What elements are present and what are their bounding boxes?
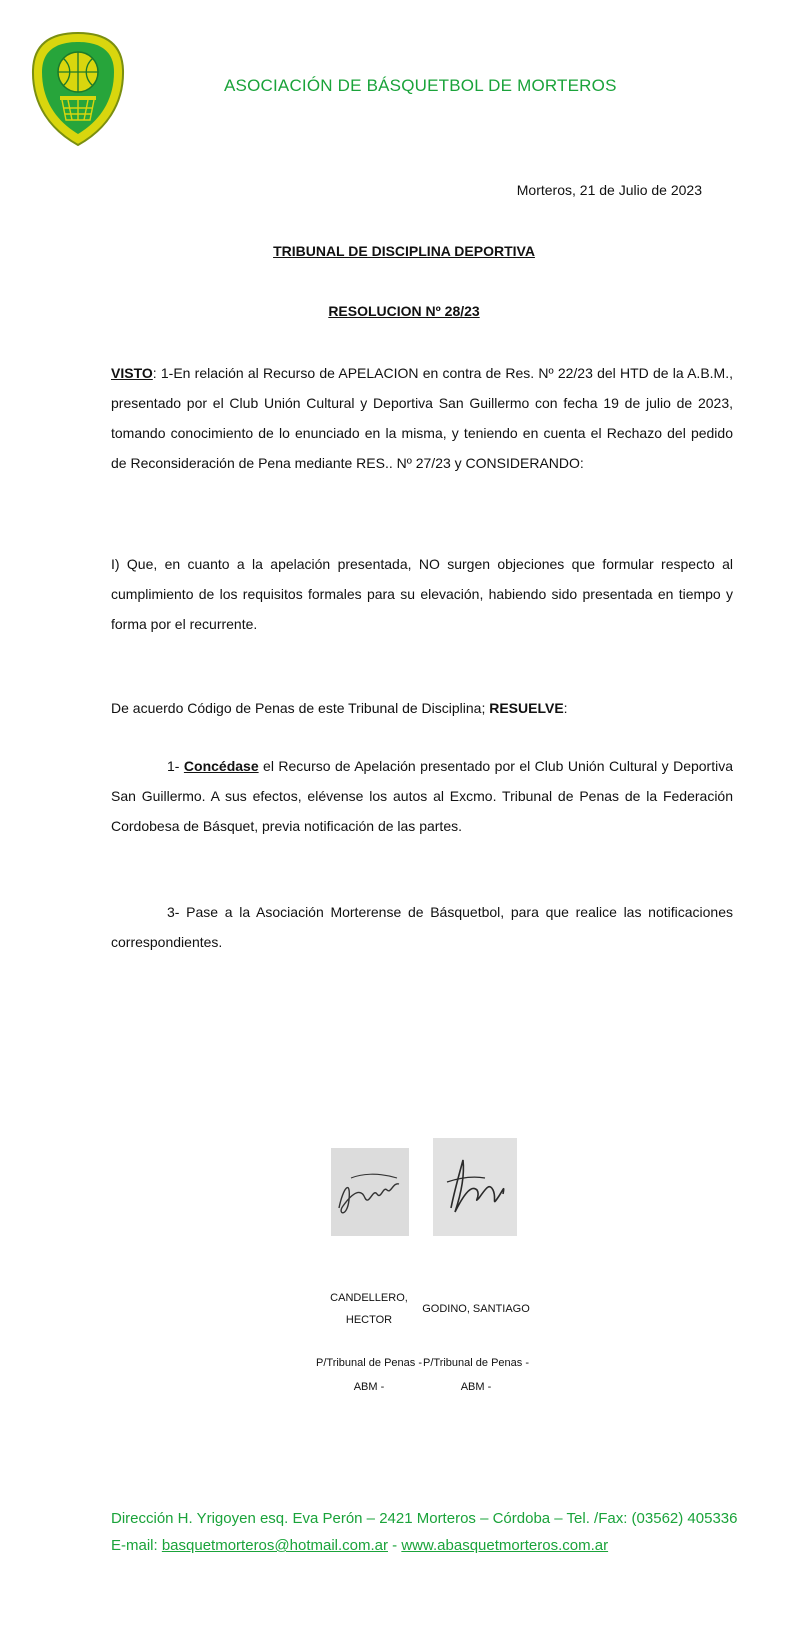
signatory-name-2: GODINO, SANTIAGO	[422, 1303, 530, 1315]
website-link[interactable]: www.abasquetmorteros.com.ar	[401, 1537, 609, 1554]
association-logo	[30, 30, 126, 148]
resolution-item-1	[111, 751, 733, 841]
resolution-number: RESOLUCION Nº 28/23	[328, 303, 480, 319]
footer-separator: -	[388, 1537, 402, 1554]
signature-image-godino	[433, 1138, 517, 1236]
organization-name: ASOCIACIÓN DE BÁSQUETBOL DE MORTEROS	[224, 76, 617, 95]
item-1-keyword: Concédase	[183, 758, 259, 774]
visto-text: : 1-En relación al Recurso de APELACION en contra de Res. Nº 22/23 del HTD de la A.B.M., presentado por el Club Unión Cultural y Deportiva San Guillermo con fecha 19 de julio de 2023, tomando conocimiento de lo enunciado en la misma, y teniendo en cuenta el Rechazo del pedido de Reconsideración de Pena mediante RES.. Nº 27/23 y CONSIDERANDO:	[111, 365, 733, 471]
handwritten-signature-icon	[433, 1138, 517, 1236]
item-1-prefix: 1-	[167, 758, 184, 774]
email-label: E-mail:	[111, 1537, 162, 1554]
resuelve-paragraph	[111, 693, 733, 723]
document-date: Morteros, 21 de Julio de 2023	[516, 182, 702, 198]
resuelve-suffix: :	[563, 700, 568, 716]
basketball-association-shield-icon	[30, 30, 126, 148]
visto-label: VISTO	[111, 365, 153, 381]
signatory-role-2: P/Tribunal de Penas - ABM -	[423, 1357, 529, 1393]
signatory-name-1: CANDELLERO, HECTOR	[330, 1292, 408, 1326]
considerando-paragraph: I) Que, en cuanto a la apelación presentada, NO surgen objeciones que formular respecto al cumplimiento de los requisitos formales para su elevación, habiendo sido presentada en tiempo y forma por el recurrente.	[111, 556, 733, 632]
item-1-text: el Recurso de Apelación presentado por el Club Unión Cultural y Deportiva San Guillermo. A sus efectos, elévense los autos al Excmo. Tribunal de Penas de la Federación Cordobesa de Básquet, previa notificación de las partes.	[111, 758, 733, 834]
resolution-item-3: 3- Pase a la Asociación Morterense de Básquetbol, para que realice las notificaciones correspondientes.	[111, 904, 733, 950]
document-title: TRIBUNAL DE DISCIPLINA DEPORTIVA	[273, 243, 535, 259]
email-link[interactable]: basquetmorteros@hotmail.com.ar	[161, 1537, 388, 1554]
resuelve-text: De acuerdo Código de Penas de este Tribunal de Disciplina;	[111, 700, 490, 716]
handwritten-signature-icon	[331, 1148, 409, 1236]
resuelve-label: RESUELVE	[489, 700, 564, 716]
signatory-role-1: P/Tribunal de Penas - ABM -	[316, 1357, 422, 1393]
visto-paragraph	[111, 358, 733, 478]
signature-image-candellero	[331, 1148, 409, 1236]
footer-contact	[111, 1537, 608, 1554]
footer-address: Dirección H. Yrigoyen esq. Eva Perón – 2421 Morteros – Córdoba – Tel. /Fax: (03562) 405336	[111, 1510, 738, 1527]
